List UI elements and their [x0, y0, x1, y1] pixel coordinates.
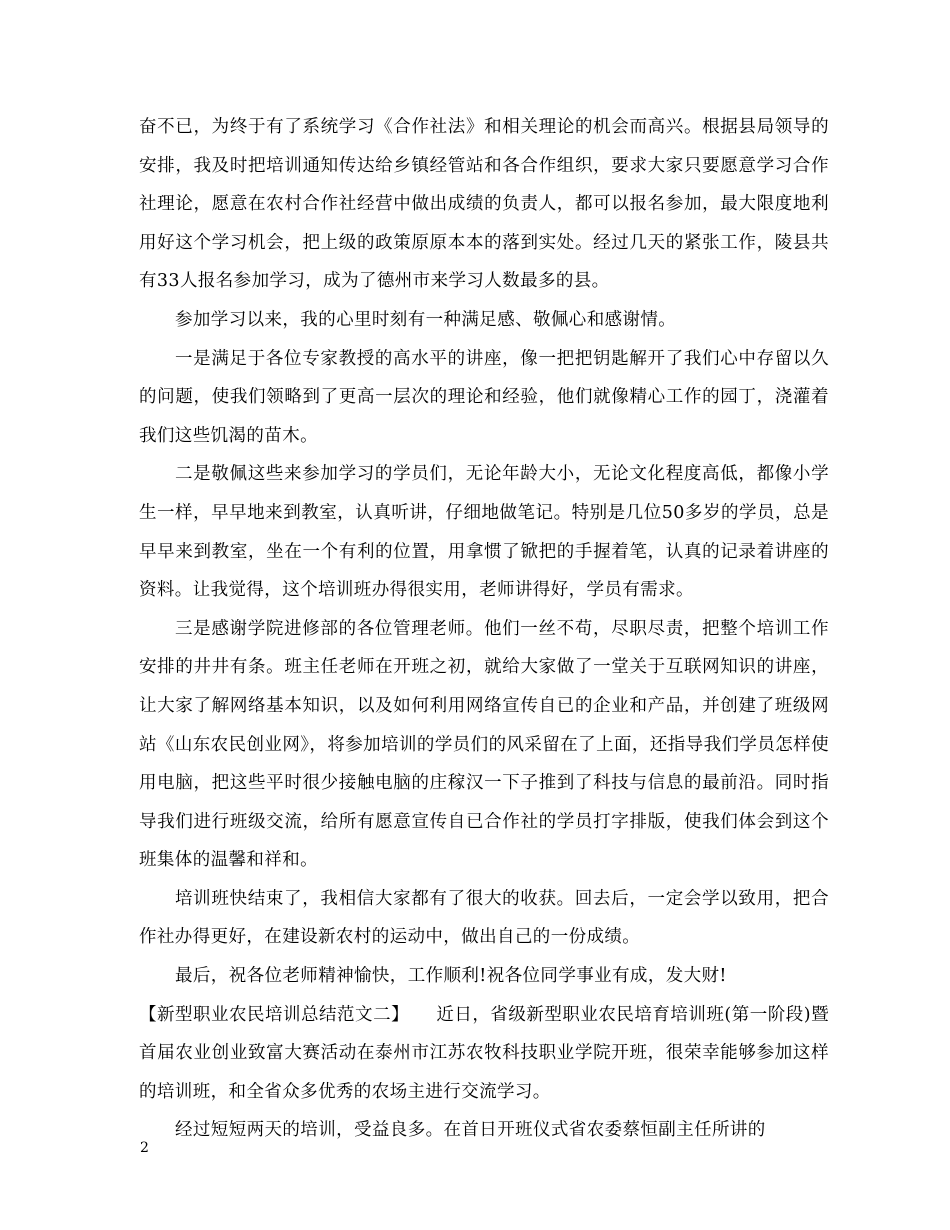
paragraph-4: 二是敬佩这些来参加学习的学员们，无论年龄大小，无论文化程度高低，都像小学生一样，早早地来到教室，认真听讲，仔细地做笔记。特别是几位50多岁的学员，总是早早来到教室，坐在一个有利的位置，用拿惯了锨把的手握着笔，认真的记录着讲座的资料。让我觉得，这个培训班办得很实用，老师讲得好，学员有需求。: [139, 464, 829, 601]
paragraph-6: 培训班快结束了，我相信大家都有了很大的收获。回去后，一定会学以致用，把合作社办得更好，在建设新农村的运动中，做出自己的一份成绩。: [139, 888, 829, 948]
paragraph-2: 参加学习以来，我的心里时刻有一种满足感、敬佩心和感谢情。: [175, 309, 677, 330]
paragraph-5: 三是感谢学院进修部的各位管理老师。他们一丝不苟，尽职尽责，把整个培训工作安排的井井有条。班主任老师在开班之初，就给大家做了一堂关于互联网知识的讲座，让大家了解网络基本知识，以及如何利用网络宣传自已的企业和产品，并创建了班级网站《山东农民创业网》，将参加培训的学员们的风采留在了上面，还指导我们学员怎样使用电脑，把这些平时很少接触电脑的庄稼汉一下子推到了科技与信息的最前沿。同时指导我们进行班级交流，给所有愿意宣传自已合作社的学员打字排版，使我们体会到这个班集体的温馨和祥和。: [139, 618, 829, 871]
paragraph-1: 奋不已，为终于有了系统学习《合作社法》和相关理论的机会而高兴。根据县局领导的安排，我及时把培训通知传达给乡镇经管站和各合作组织，要求大家只要愿意学习合作社理论，愿意在农村合作社经营中做出成绩的负责人，都可以报名参加，最大限度地利用好这个学习机会，把上级的政策原原本本的落到实处。经过几天的紧张工作，陵县共有33人报名参加学习，成为了德州市来学习人数最多的县。: [139, 117, 829, 292]
paragraph-9: 经过短短两天的培训，受益良多。在首日开班仪式省农委蔡恒副主任所讲的: [175, 1120, 766, 1141]
paragraph-8-section-heading: 【新型职业农民培训总结范文二】 近日，省级新型职业农民培育培训班(第一阶段)暨首届农业创业致富大赛活动在泰州市江苏农牧科技职业学院开班，很荣幸能够参加这样的培训班，和全省众多优秀的农场主进行交流学习。: [139, 1004, 829, 1102]
page-number: 2: [140, 1140, 149, 1156]
document-body: [139, 108, 829, 1150]
paragraph-3: 一是满足于各位专家教授的高水平的讲座，像一把把钥匙解开了我们心中存留以久的问题，使我们领略到了更高一层次的理论和经验，他们就像精心工作的园丁，浇灌着我们这些饥渴的苗木。: [139, 348, 829, 446]
paragraph-7: 最后，祝各位老师精神愉快，工作顺利!祝各位同学事业有成，发大财!: [175, 966, 727, 987]
